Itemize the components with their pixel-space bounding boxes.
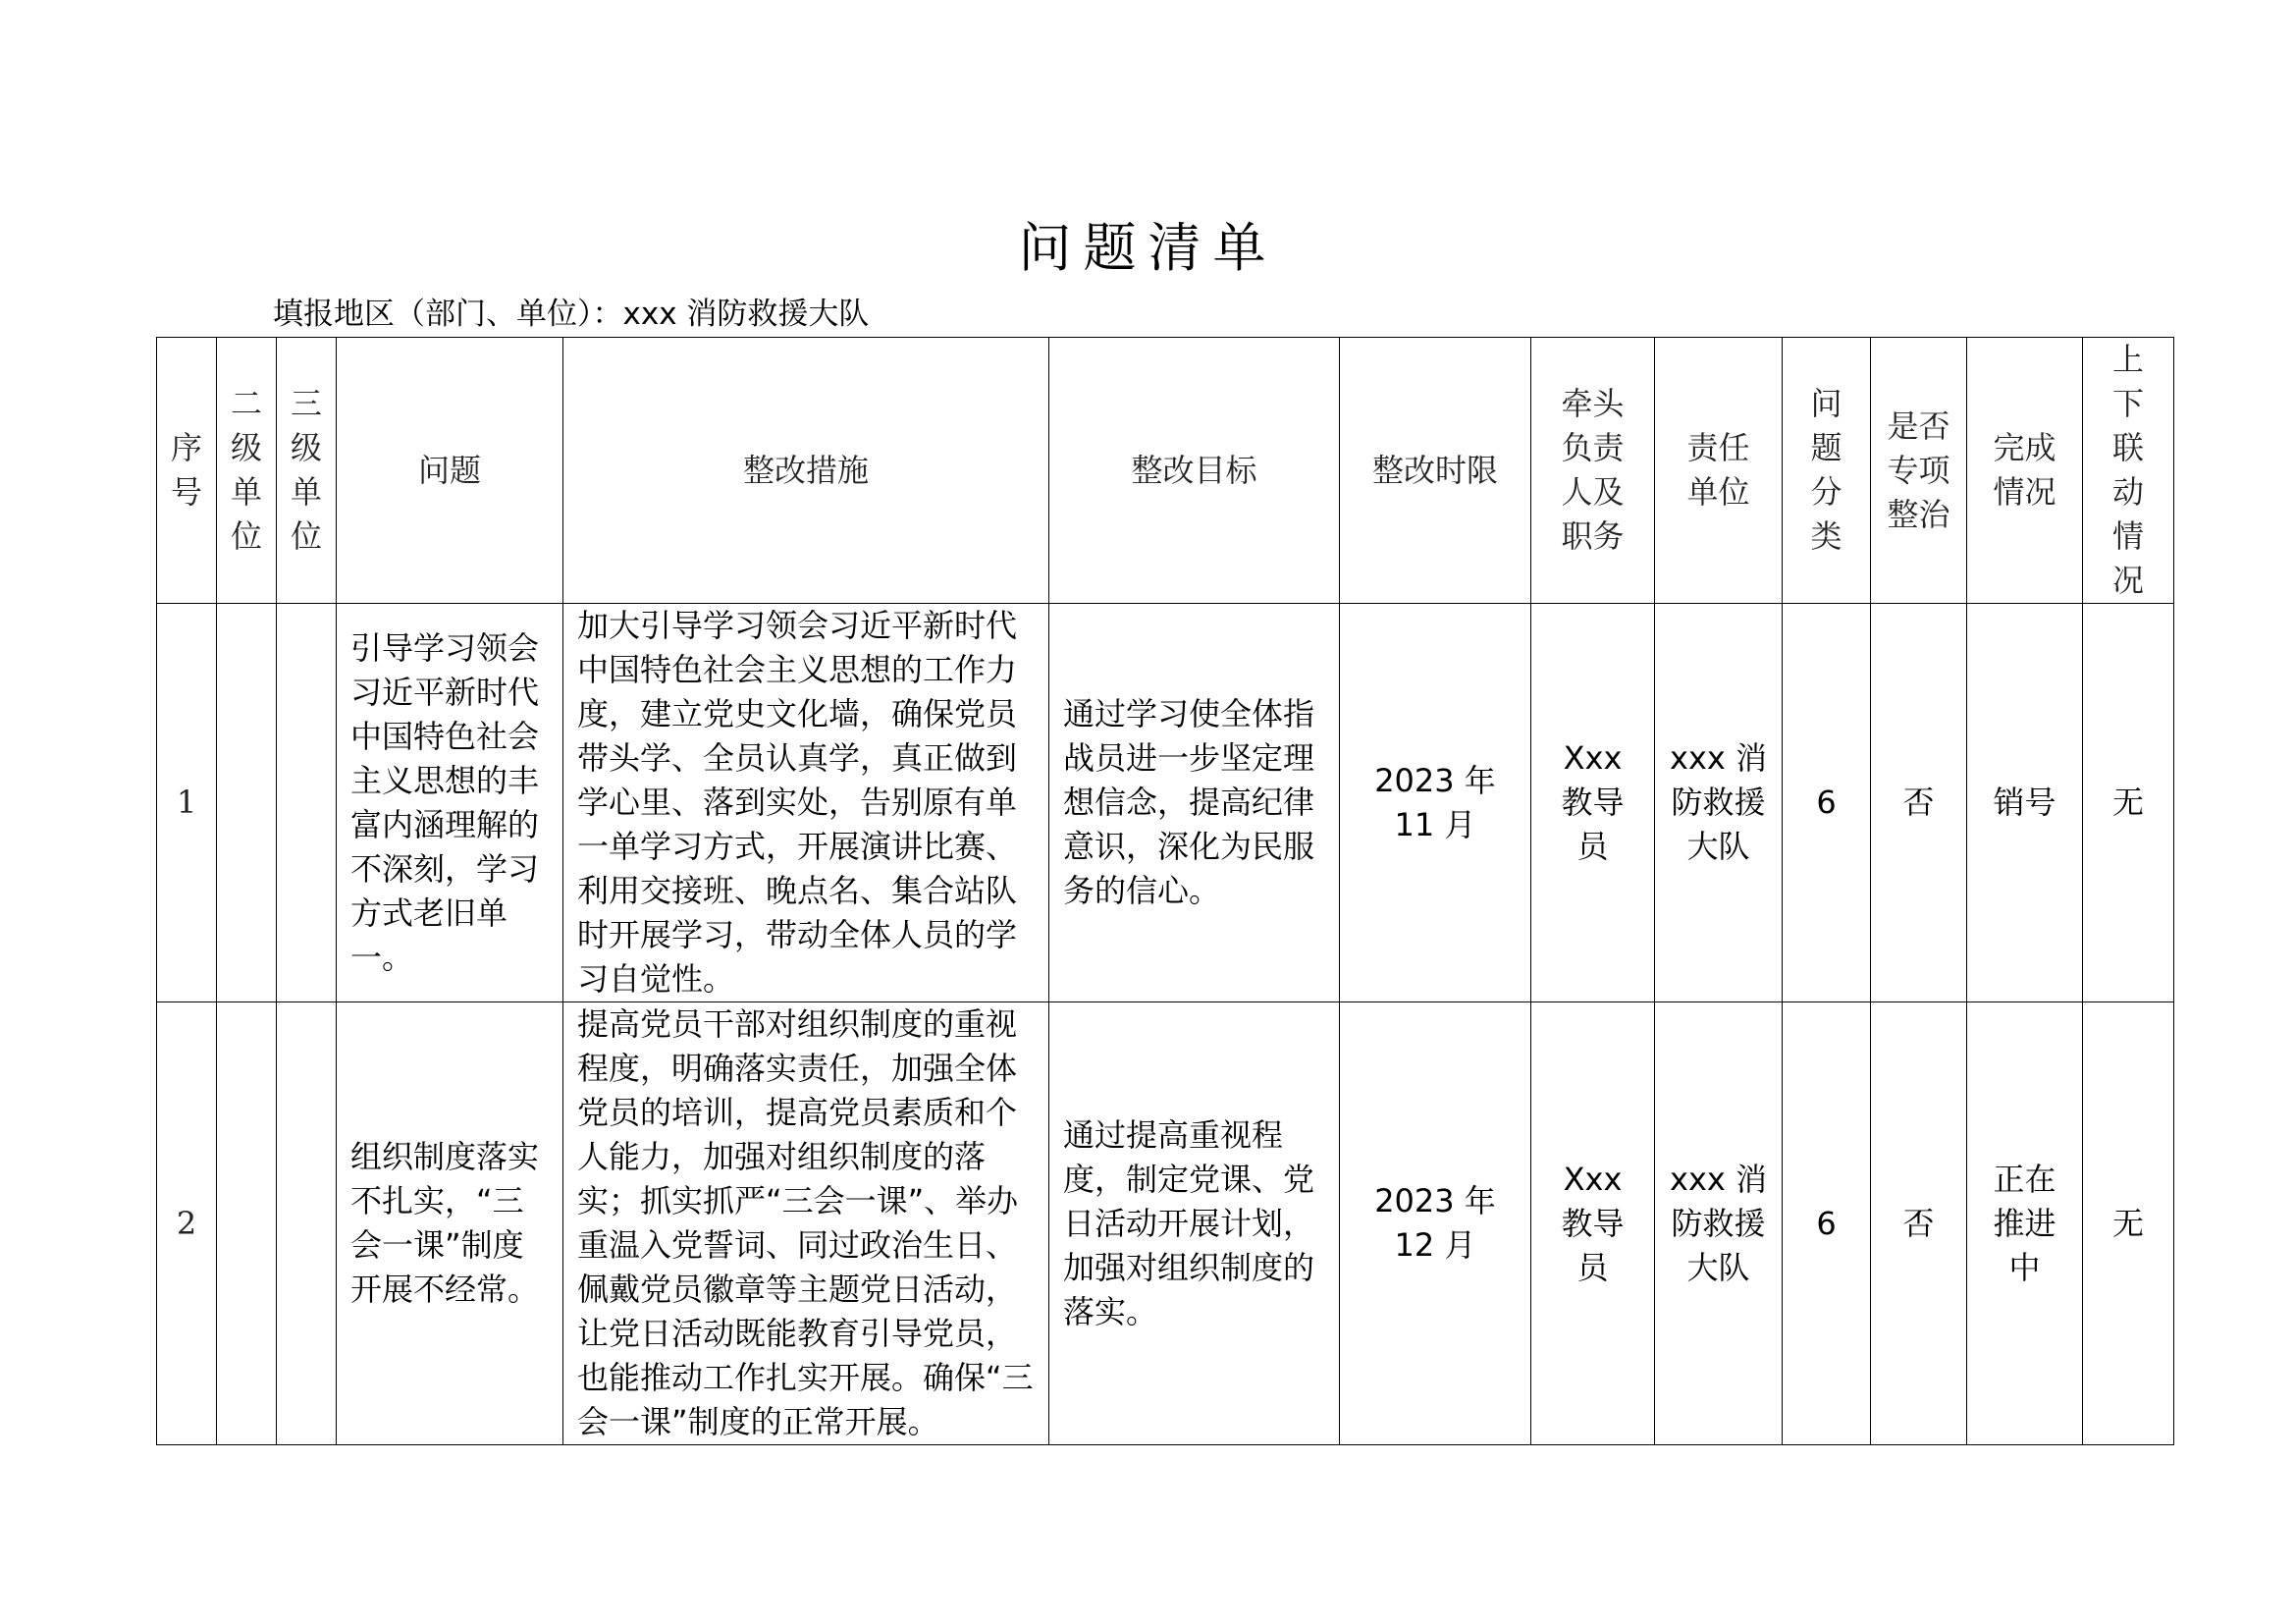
- cell-deadline: 2023 年 11 月: [1340, 604, 1531, 1002]
- reporting-region: 填报地区（部门、单位）：xxx 消防救援大队: [273, 297, 870, 332]
- header-seq: 序号: [157, 338, 217, 604]
- cell-deadline: 2023 年 12 月: [1340, 1002, 1531, 1445]
- cell-goal: 通过学习使全体指战员进一步坚定理想信念，提高纪律意识，深化为民服务的信心。: [1049, 604, 1340, 1002]
- cell-seq: 1: [157, 604, 217, 1002]
- issue-table: [156, 337, 2174, 1445]
- cell-status: 销号: [1967, 604, 2083, 1002]
- cell-linkage: 无: [2083, 1002, 2174, 1445]
- header-deadline: 整改时限: [1340, 338, 1531, 604]
- cell-leader: Xxx 教导员: [1531, 1002, 1655, 1445]
- cell-level3-unit: [277, 1002, 337, 1445]
- table-header-row: [157, 338, 2174, 604]
- page-title: 问题清单: [1018, 217, 1278, 279]
- cell-linkage: 无: [2083, 604, 2174, 1002]
- header-goal: 整改目标: [1049, 338, 1340, 604]
- header-level3-unit: 三级单位: [277, 338, 337, 604]
- cell-special: 否: [1871, 604, 1967, 1002]
- table-row: [157, 604, 2174, 1002]
- header-problem: 问题: [337, 338, 563, 604]
- header-linkage: 上下联动情况: [2083, 338, 2174, 604]
- cell-leader: Xxx 教导员: [1531, 604, 1655, 1002]
- header-status: 完成情况: [1967, 338, 2083, 604]
- header-responsible-unit: 责任单位: [1655, 338, 1783, 604]
- cell-measures: 加大引导学习领会习近平新时代中国特色社会主义思想的工作力度，建立党史文化墙，确保党员带头学、全员认真学，真正做到学心里、落到实处，告别原有单一单学习方式，开展演讲比赛、利用交接班、晚点名、集合站队时开展学习，带动全体人员的学习自觉性。: [563, 604, 1049, 1002]
- cell-problem: 组织制度落实不扎实，“三会一课”制度开展不经常。: [337, 1002, 563, 1445]
- cell-seq: 2: [157, 1002, 217, 1445]
- cell-category: 6: [1783, 604, 1871, 1002]
- cell-responsible-unit: xxx 消防救援大队: [1655, 1002, 1783, 1445]
- cell-level2-unit: [217, 1002, 277, 1445]
- table-row: [157, 1002, 2174, 1445]
- cell-status: 正在推进中: [1967, 1002, 2083, 1445]
- header-special: 是否专项整治: [1871, 338, 1967, 604]
- cell-problem: 引导学习领会习近平新时代中国特色社会主义思想的丰富内涵理解的不深刻，学习方式老旧单一。: [337, 604, 563, 1002]
- header-level2-unit: 二级单位: [217, 338, 277, 604]
- cell-category: 6: [1783, 1002, 1871, 1445]
- cell-special: 否: [1871, 1002, 1967, 1445]
- header-leader: 牵头负责人及职务: [1531, 338, 1655, 604]
- cell-responsible-unit: xxx 消防救援大队: [1655, 604, 1783, 1002]
- cell-level3-unit: [277, 604, 337, 1002]
- cell-measures: 提高党员干部对组织制度的重视程度，明确落实责任，加强全体党员的培训，提高党员素质和个人能力，加强对组织制度的落实；抓实抓严“三会一课”、举办重温入党誓词、同过政治生日、佩戴党员徽章等主题党日活动，让党日活动既能教育引导党员，也能推动工作扎实开展。确保“三会一课”制度的正常开展。: [563, 1002, 1049, 1445]
- cell-level2-unit: [217, 604, 277, 1002]
- header-measures: 整改措施: [563, 338, 1049, 604]
- header-category: 问题分类: [1783, 338, 1871, 604]
- cell-goal: 通过提高重视程度，制定党课、党日活动开展计划，加强对组织制度的落实。: [1049, 1002, 1340, 1445]
